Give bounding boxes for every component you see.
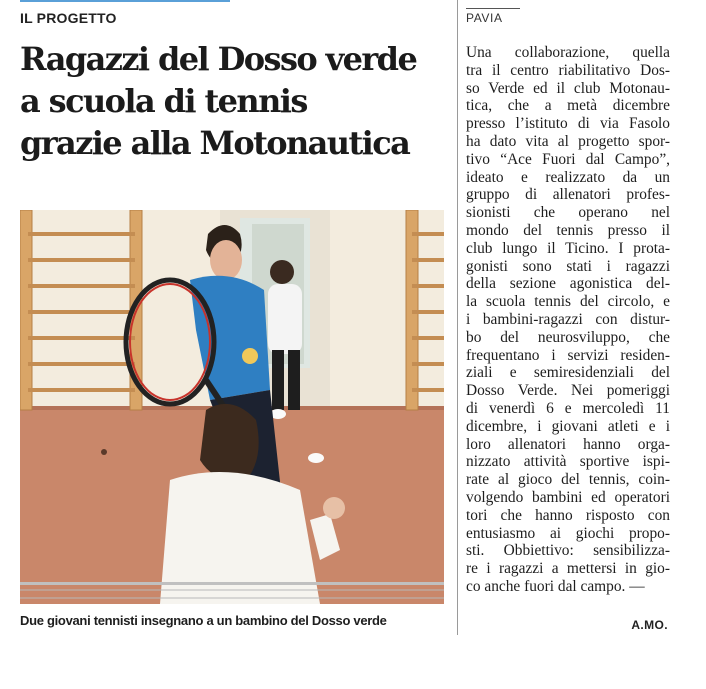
article-line: nizzato attività sportive ispi- (466, 453, 670, 471)
article-line: i bambini-ragazzi con distur- (466, 310, 670, 328)
article-line: tica, che a metà dicembre (466, 97, 670, 115)
article-line: Dosso Verde. Nei pomeriggi (466, 382, 670, 400)
article-line: tivo “Ace Fuori dal Campo”, (466, 150, 670, 168)
article-line: ideato e realizzato da un (466, 168, 670, 186)
top-accent-rule (20, 0, 230, 2)
article-line: sti. Obbiettivo: sensibilizza- (466, 542, 670, 560)
photo-caption: Due giovani tennisti insegnano a un bambino del Dosso verde (20, 613, 387, 628)
article-line: re i ragazzi a mettersi in gio- (466, 560, 670, 578)
headline-line: grazie alla Motonautica (20, 124, 410, 162)
article-line: frequentano i servizi residen- (466, 346, 670, 364)
dateline: PAVIA (466, 11, 503, 25)
article-line: Una collaborazione, quella (466, 44, 670, 61)
article-line: dicembre, i giovani atleti e i (466, 417, 670, 435)
article-line: rate al gioco del tennis, coin- (466, 471, 670, 489)
article-line: di venerdì 6 e mercoledì 11 (466, 399, 670, 417)
dateline-rule (466, 8, 520, 9)
article-line: volgendo bambini ed operatori (466, 488, 670, 506)
headline (20, 38, 450, 164)
section-kicker: IL PROGETTO (20, 10, 117, 26)
article-line: mondo del tennis presso il (466, 221, 670, 239)
article-line: ziali e semiresidenziali del (466, 364, 670, 382)
article-line: co anche fuori dal campo. — (466, 577, 645, 595)
article-line: ha dato vita al progetto spor- (466, 132, 670, 150)
article-line: loro allenatori hanno orga- (466, 435, 670, 453)
author-signature: A.MO. (631, 618, 668, 632)
article-line: entusiasmo ai giochi propo- (466, 524, 670, 542)
article-photo (20, 210, 444, 604)
article-line: gruppo di allenatori profes- (466, 186, 670, 204)
article-line: sionisti che operano nel (466, 204, 670, 222)
headline-line: Ragazzi del Dosso verde (20, 40, 417, 78)
article-line: tori che hanno risposto con (466, 506, 670, 524)
article-line: gonisti sono stati i ragazzi (466, 257, 670, 275)
headline-line: a scuola di tennis (20, 82, 307, 120)
article-line: presso l’istituto di via Fasolo (466, 115, 670, 133)
article-body (466, 44, 670, 596)
article-line: bo del neurosviluppo, che (466, 328, 670, 346)
article-line: la scuola tennis del circolo, e (466, 293, 670, 311)
article-line: so Verde ed il club Motonau- (466, 79, 670, 97)
article-line: della sezione agonistica del- (466, 275, 670, 293)
column-divider (457, 0, 458, 635)
article-line: tra il centro riabilitativo Dos- (466, 61, 670, 79)
article-line: club lungo il Ticino. I prota- (466, 239, 670, 257)
